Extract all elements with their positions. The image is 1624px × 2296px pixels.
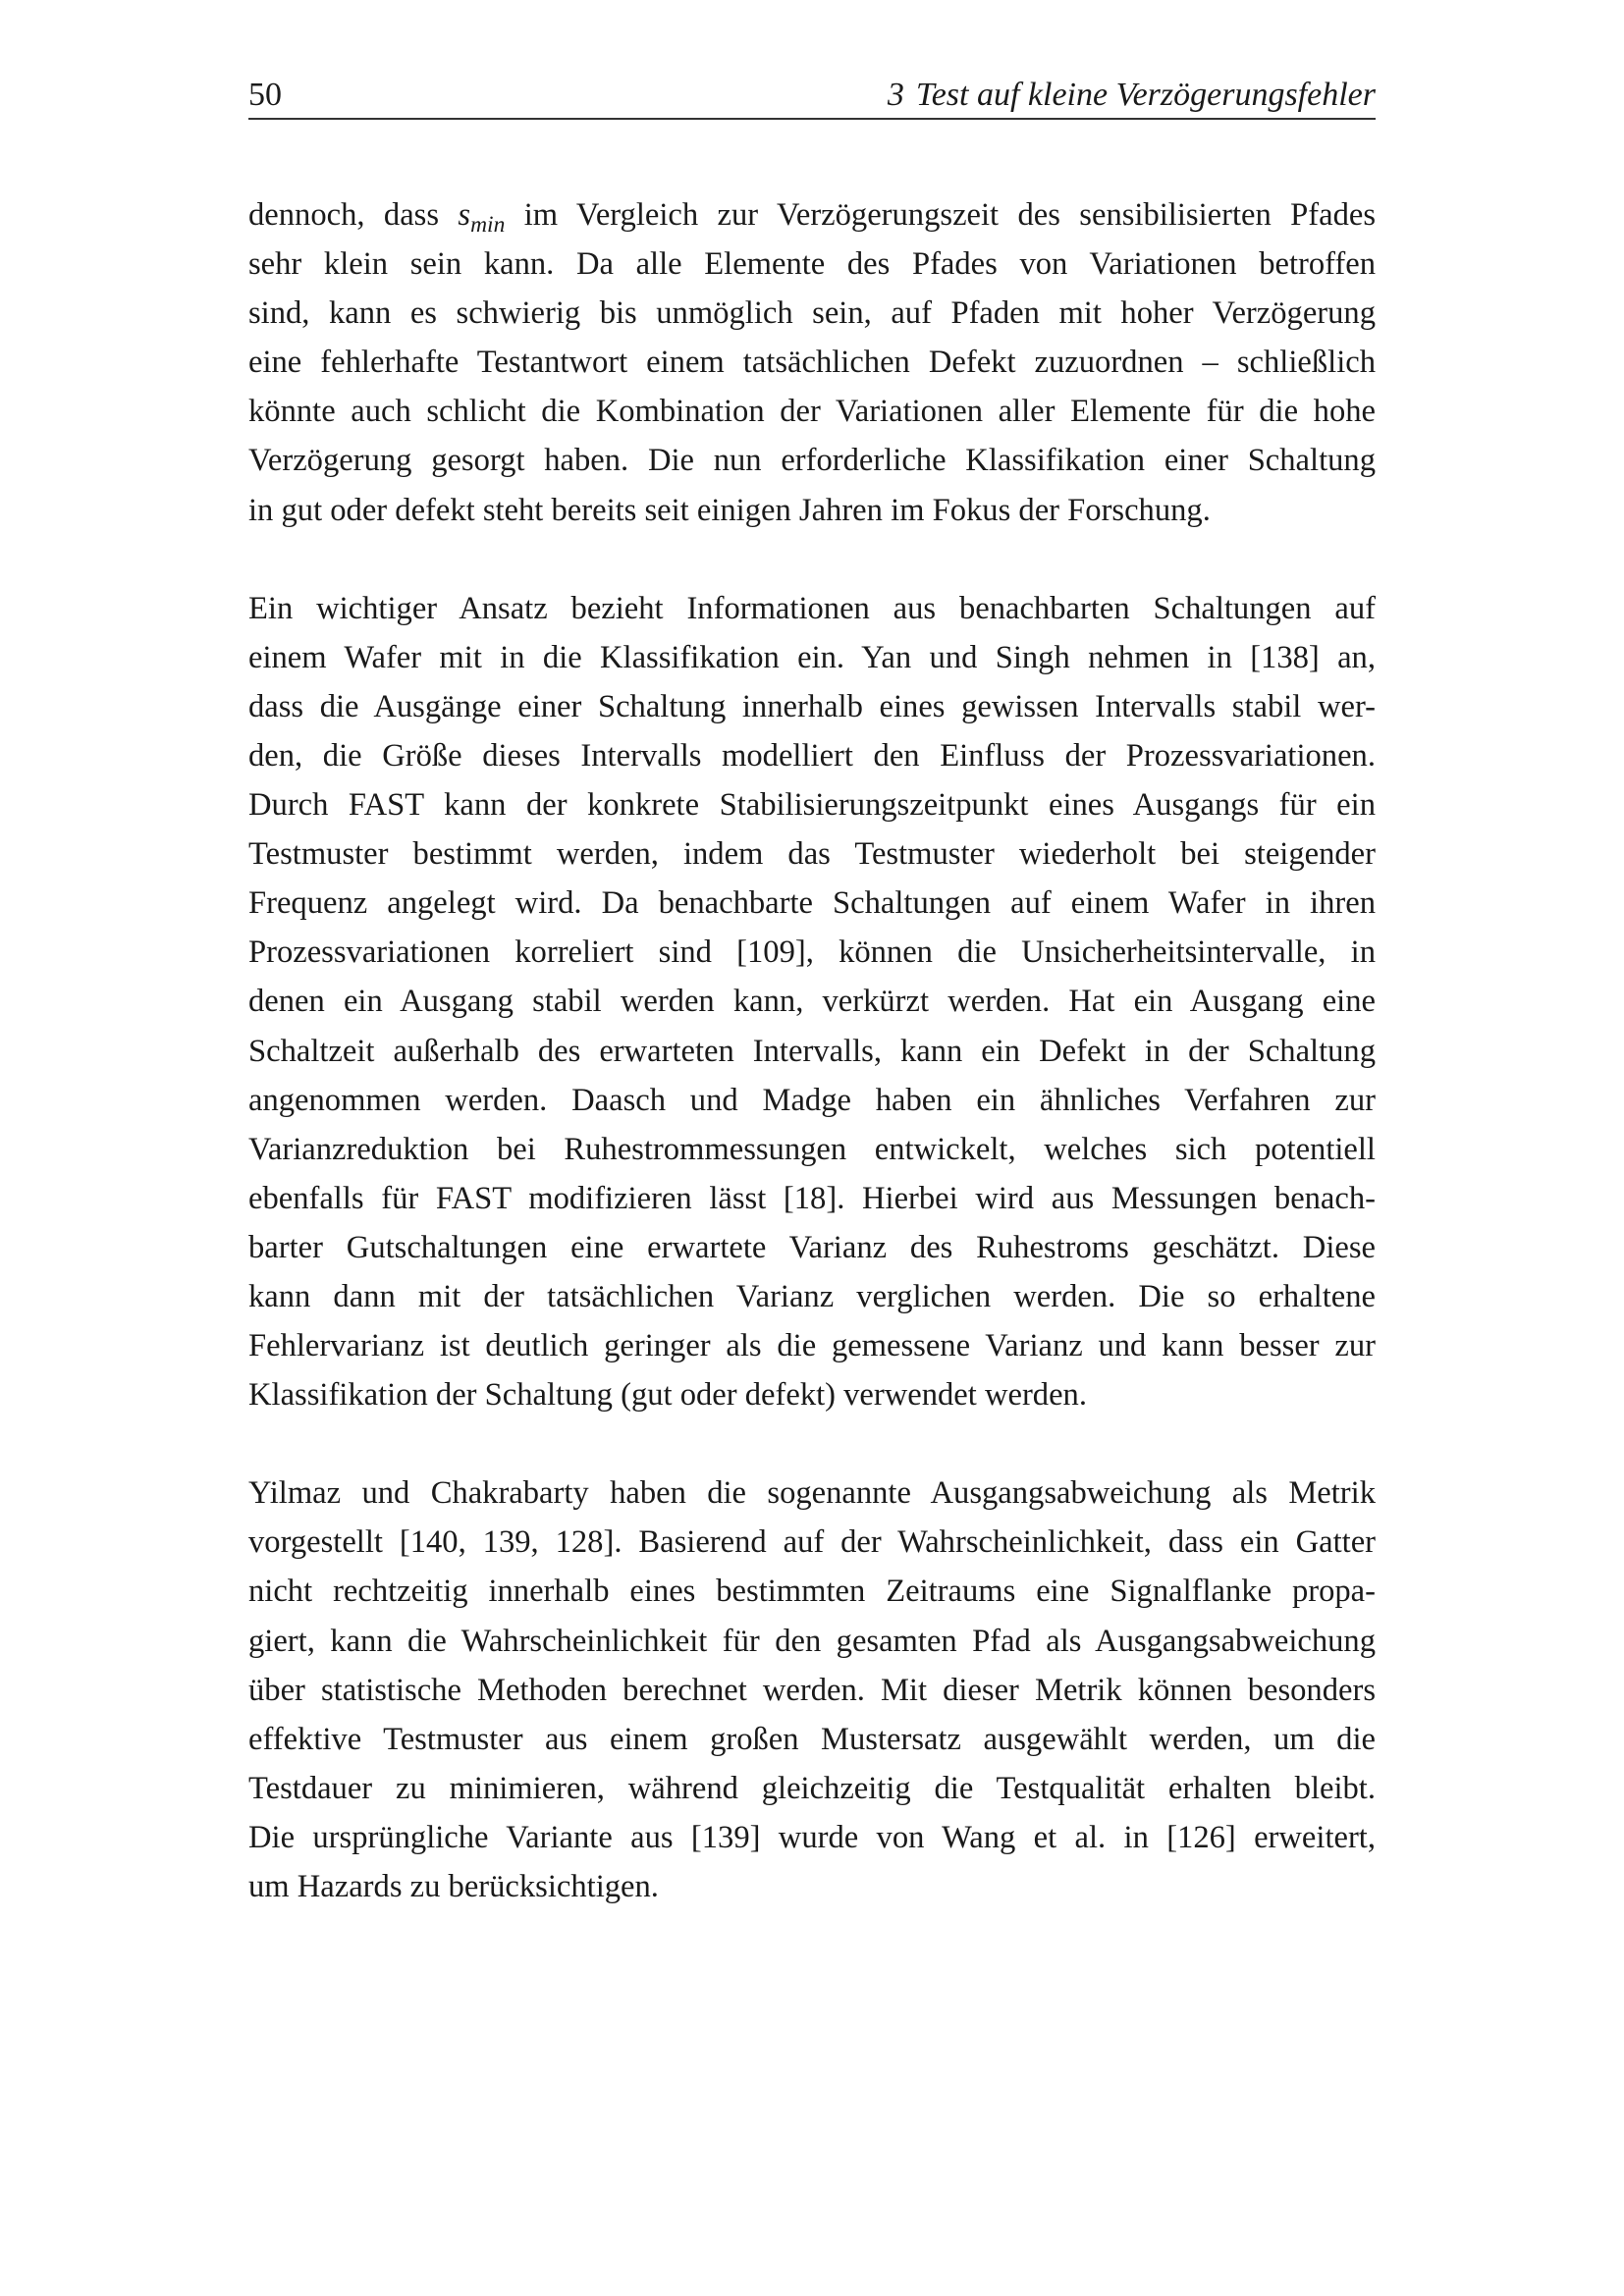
text-line: sehr klein sein kann. Da alle Elemente des Pfades von Variationen betroffen <box>248 246 1376 283</box>
chapter-title-text: Test auf kleine Verzögerungsfehler <box>915 77 1376 113</box>
text-line: Schaltzeit außerhalb des erwarteten Intervalls, kann ein Defekt in der Schaltung <box>248 1033 1376 1069</box>
text-line: ebenfalls für FAST modifizieren lässt [18]. Hierbei wird aus Messungen benach- <box>248 1180 1376 1216</box>
text-line: angenommen werden. Daasch und Madge haben ein ähnliches Verfahren zur <box>248 1082 1376 1118</box>
chapter-title <box>888 73 1376 118</box>
running-header <box>248 73 1376 120</box>
text-line: in gut oder defekt steht bereits seit einigen Jahren im Fokus der Forschung. <box>248 492 1211 528</box>
text-line: könnte auch schlicht die Kombination der Variationen aller Elemente für die hohe <box>248 394 1376 430</box>
text-line: nicht rechtzeitig innerhalb eines bestimmten Zeitraums eine Signalflanke propa- <box>248 1574 1376 1610</box>
text-line: dennoch, dass $s_{min}$ im Vergleich zur Verzögerungszeit des sensibilisierten Pfades <box>248 197 1376 239</box>
text-line: einem Wafer mit in die Klassifikation ein. Yan und Singh nehmen in [138] an, <box>248 639 1376 675</box>
paragraph-2 <box>248 584 1376 1420</box>
text-line: sind, kann es schwierig bis unmöglich sein, auf Pfaden mit hoher Verzögerung <box>248 295 1376 332</box>
text-line: Frequenz angelegt wird. Da benachbarte Schaltungen auf einem Wafer in ihren <box>248 885 1376 922</box>
text-line: Fehlervarianz ist deutlich geringer als die gemessene Varianz und kann besser zur <box>248 1328 1376 1364</box>
math-s-min: $s_{min}$ <box>458 197 506 239</box>
text-line: giert, kann die Wahrscheinlichkeit für den gesamten Pfad als Ausgangsabweichung <box>248 1623 1376 1659</box>
body-text <box>248 190 1376 1960</box>
text-line: Prozessvariationen korreliert sind [109], können die Unsicherheitsintervalle, in <box>248 934 1376 971</box>
text-line: den, die Größe dieses Intervalls modelliert den Einfluss der Prozessvariationen. <box>248 737 1376 774</box>
text-line: dass die Ausgänge einer Schaltung innerhalb eines gewissen Intervalls stabil wer- <box>248 688 1376 724</box>
text-line: Testmuster bestimmt werden, indem das Testmuster wiederholt bei steigender <box>248 836 1376 873</box>
text-line: Klassifikation der Schaltung (gut oder defekt) verwendet werden. <box>248 1377 1087 1414</box>
text-line: vorgestellt [140, 139, 128]. Basierend auf der Wahrscheinlichkeit, dass ein Gatter <box>248 1524 1376 1561</box>
text-line: barter Gutschaltungen eine erwartete Varianz des Ruhestroms geschätzt. Diese <box>248 1229 1376 1265</box>
chapter-number: 3 <box>887 77 904 113</box>
text-line: Testdauer zu minimieren, während gleichzeitig die Testqualität erhalten bleibt. <box>248 1770 1376 1806</box>
text-line: Verzögerung gesorgt haben. Die nun erforderliche Klassifikation einer Schaltung <box>248 443 1376 479</box>
text-line: Ein wichtiger Ansatz bezieht Informationen aus benachbarten Schaltungen auf <box>248 590 1376 626</box>
paragraph-1 <box>248 190 1376 535</box>
paragraph-3 <box>248 1468 1376 1911</box>
text-line: über statistische Methoden berechnet werden. Mit dieser Metrik können besonders <box>248 1672 1376 1708</box>
text-line: eine fehlerhafte Testantwort einem tatsächlichen Defekt zuzuordnen – schließlich <box>248 345 1376 381</box>
text-line: denen ein Ausgang stabil werden kann, verkürzt werden. Hat ein Ausgang eine <box>248 984 1376 1020</box>
text-line: Die ursprüngliche Variante aus [139] wurde von Wang et al. in [126] erweitert, <box>248 1819 1376 1855</box>
text-line: effektive Testmuster aus einem großen Mustersatz ausgewählt werden, um die <box>248 1721 1376 1757</box>
page-number: 50 <box>248 77 282 113</box>
text-line: Durch FAST kann der konkrete Stabilisierungszeitpunkt eines Ausgangs für ein <box>248 787 1376 824</box>
text-line: Yilmaz und Chakrabarty haben die sogenannte Ausgangsabweichung als Metrik <box>248 1475 1376 1512</box>
text-line: um Hazards zu berücksichtigen. <box>248 1869 659 1904</box>
text-line: kann dann mit der tatsächlichen Varianz verglichen werden. Die so erhaltene <box>248 1278 1376 1314</box>
text-line: Varianzreduktion bei Ruhestrommessungen entwickelt, welches sich potentiell <box>248 1131 1376 1167</box>
